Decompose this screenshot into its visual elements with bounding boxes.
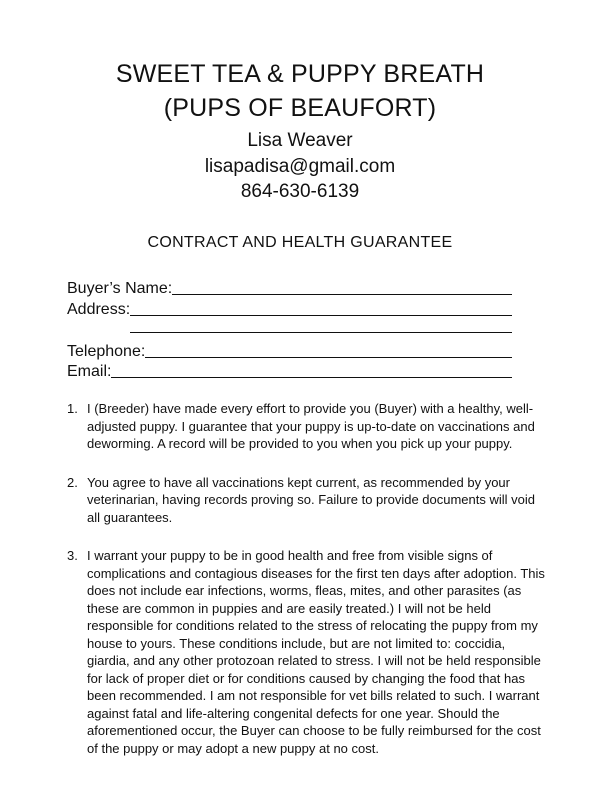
- address-line: [130, 314, 512, 316]
- clause-number: 1.: [67, 401, 78, 416]
- document-title: CONTRACT AND HEALTH GUARANTEE: [147, 234, 453, 251]
- email-label: Email:: [67, 363, 112, 380]
- email-line: [111, 376, 512, 378]
- contact-email: lisapadisa@gmail.com: [204, 156, 396, 177]
- telephone-line: [145, 356, 512, 358]
- telephone-field: [67, 341, 512, 361]
- clause-list: [67, 400, 547, 778]
- address-line-2: [130, 332, 512, 333]
- clause-number: 2.: [67, 474, 78, 490]
- clause-item: [67, 547, 547, 757]
- address-label: Address:: [67, 301, 131, 318]
- buyer-name-label: Buyer’s Name:: [67, 280, 173, 297]
- clause-item: [67, 400, 547, 453]
- business-subname: (PUPS OF BEAUFORT): [163, 94, 437, 122]
- clause-text: I (Breeder) have made every effort to provide you (Buyer) with a healthy, well-adjusted puppy. I guarantee that your puppy is up-to-date on vaccinations and deworming. A record will be provided to you when you pick up your puppy.: [87, 401, 535, 451]
- contact-phone: 864-630-6139: [240, 181, 360, 202]
- telephone-label: Telephone:: [67, 343, 146, 360]
- owner-name: Lisa Weaver: [247, 130, 353, 151]
- buyer-name-line: [172, 293, 512, 295]
- buyer-name-field: [67, 278, 512, 298]
- business-name: SWEET TEA & PUPPY BREATH: [115, 60, 485, 88]
- clause-item: [67, 474, 547, 527]
- clause-number: 3.: [67, 548, 78, 563]
- clause-text: I warrant your puppy to be in good health and free from visible signs of complications and contagious diseases for the first ten days after adoption. This does not include ear infections, worms, fleas, mites, and other parasites (as these are common in puppies and are easily treated.) I will not be held responsible for conditions related to the stress of relocating the puppy from my house to yours. These conditions include, but are not limited to: coccidia, giardia, and any other protozoan related to stress. I will not be held responsible for lack of proper diet or for conditions caused by changing the food that has been recommended. I am not responsible for vet bills related to such. I warrant against fatal and life-altering congenital defects for one year. Should the aforementioned occur, the Buyer can choose to be fully reimbursed for the cost of the puppy or may adopt a new puppy at no cost.: [87, 548, 545, 756]
- address-field: [67, 299, 512, 319]
- email-field: [67, 361, 512, 381]
- clause-text: You agree to have all vaccinations kept current, as recommended by your veterinarian, having records proving so. Failure to provide documents will void all guarantees.: [87, 474, 535, 525]
